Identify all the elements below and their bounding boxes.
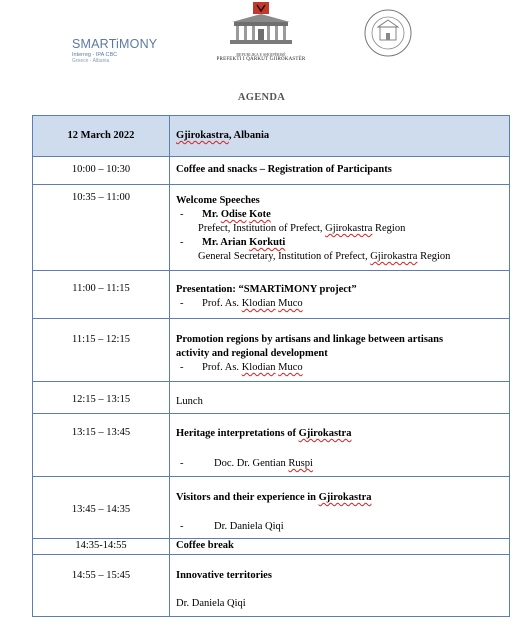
row-title: Lunch (170, 382, 510, 414)
row-content (170, 555, 510, 617)
speaker-item: - Dr. Daniela Qiqi (180, 521, 284, 532)
speaker-role: General Secretary, Institution of Prefect, Gjirokastra Region (198, 251, 451, 262)
speaker-name: Dr. Daniela Qiqi (176, 598, 246, 609)
table-row (33, 382, 510, 414)
row-title: Coffee and snacks – Registration of Participants (170, 157, 510, 185)
row-time: 10:00 – 10:30 (33, 157, 170, 185)
association-seal-icon (363, 8, 413, 58)
row-title: Presentation: “SMARTiMONY project” (176, 284, 357, 295)
speaker-item: - Mr. Arian Korkuti (180, 237, 286, 248)
row-content (170, 319, 510, 382)
row-title: Heritage interpretations of Gjirokastra (176, 428, 352, 439)
row-content (170, 185, 510, 271)
row-title: Coffee break (170, 539, 510, 555)
row-time: 11:00 – 11:15 (33, 271, 170, 319)
speaker-item: - Doc. Dr. Gentian Ruspi (180, 458, 313, 469)
smartimony-logo-region: Greece - Albania (72, 58, 110, 64)
row-time: 14:55 – 15:45 (33, 555, 170, 617)
row-content (170, 271, 510, 319)
prefecture-building-icon (226, 2, 296, 46)
row-time: 13:15 – 13:45 (33, 414, 170, 477)
table-row (33, 271, 510, 319)
row-title-line2: activity and regional development (176, 348, 328, 359)
header-place: Gjirokastra, Albania (170, 116, 510, 157)
speaker-role: Prefect, Institution of Prefect, Gjirokastra Region (198, 223, 406, 234)
row-time: 10:35 – 11:00 (33, 185, 170, 271)
table-header-row (33, 116, 510, 157)
row-content (170, 477, 510, 539)
row-time: 14:35-14:55 (33, 539, 170, 555)
row-time: 11:15 – 12:15 (33, 319, 170, 382)
table-row (33, 539, 510, 555)
row-content (170, 414, 510, 477)
smartimony-logo (72, 37, 172, 64)
row-time: 13:45 – 14:35 (33, 477, 170, 539)
speaker-item: - Mr. Odise Kote (180, 209, 271, 220)
prefecture-logo-line2: PREFEKTI I QARKUT GJIROKASTËR (216, 57, 306, 62)
row-title: Innovative territories (176, 570, 272, 581)
row-title: Promotion regions by artisans and linkage between artisans (176, 334, 444, 345)
row-title: Visitors and their experience in Gjirokastra (176, 492, 372, 503)
agenda-table (32, 115, 510, 617)
row-time: 12:15 – 13:15 (33, 382, 170, 414)
speaker-item: - Prof. As. Klodian Muco (180, 298, 303, 309)
prefecture-logo-line1: REPUBLIKA E SHQIPËRISË (236, 52, 286, 57)
table-row (33, 157, 510, 185)
speaker-item: - Prof. As. Klodian Muco (180, 362, 303, 373)
smartimony-logo-name: SMARTiMONY (72, 37, 158, 51)
table-row (33, 477, 510, 539)
smartimony-logo-program: Interreg - IPA CBC (72, 52, 118, 58)
row-title: Welcome Speeches (176, 195, 260, 206)
header-date: 12 March 2022 (33, 116, 170, 157)
prefecture-logo (209, 2, 313, 62)
table-row (33, 555, 510, 617)
table-row (33, 185, 510, 271)
table-row (33, 414, 510, 477)
agenda-title: AGENDA (237, 92, 286, 103)
table-row (33, 319, 510, 382)
